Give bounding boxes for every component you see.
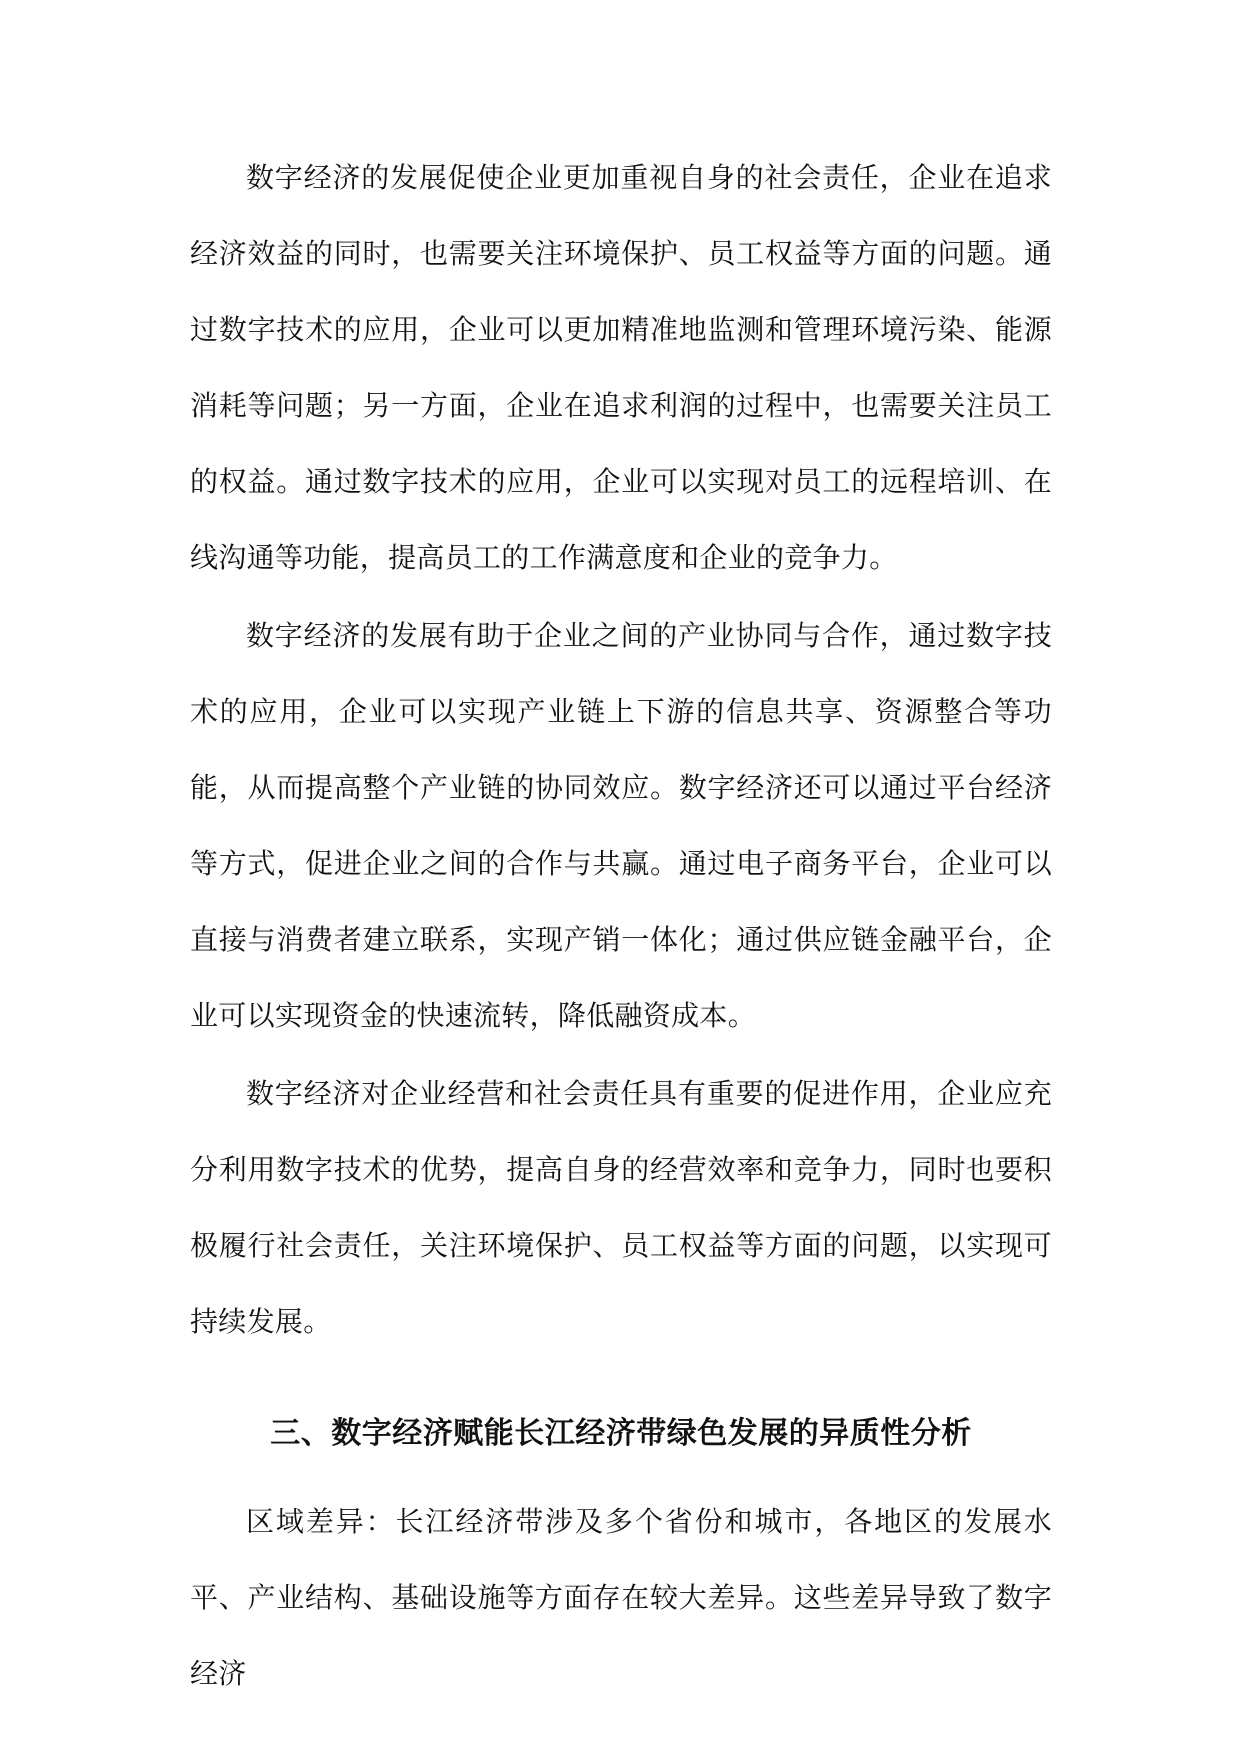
paragraph-regional-difference: 区域差异：长江经济带涉及多个省份和城市，各地区的发展水平、产业结构、基础设施等方面存在较大差异。这些差异导致了数字经济 <box>190 1505 1052 1690</box>
document-body <box>190 140 1052 1720</box>
section-heading: 三、数字经济赋能长江经济带绿色发展的异质性分析 <box>270 1416 972 1451</box>
paragraph-industry-collaboration: 数字经济的发展有助于企业之间的产业协同与合作，通过数字技术的应用，企业可以实现产业链上下游的信息共享、资源整合等功能，从而提高整个产业链的协同效应。数字经济还可以通过平台经济等方式，促进企业之间的合作与共赢。通过电子商务平台，企业可以直接与消费者建立联系，实现产销一体化；通过供应链金融平台，企业可以实现资金的快速流转，降低融资成本。 <box>190 619 1052 1032</box>
paragraph-conclusion: 数字经济对企业经营和社会责任具有重要的促进作用，企业应充分利用数字技术的优势，提高自身的经营效率和竞争力，同时也要积极履行社会责任，关注环境保护、员工权益等方面的问题，以实现可持续发展。 <box>190 1077 1052 1338</box>
paragraph-social-responsibility: 数字经济的发展促使企业更加重视自身的社会责任，企业在追求经济效益的同时，也需要关注环境保护、员工权益等方面的问题。通过数字技术的应用，企业可以更加精准地监测和管理环境污染、能源消耗等问题；另一方面，企业在追求利润的过程中，也需要关注员工的权益。通过数字技术的应用，企业可以实现对员工的远程培训、在线沟通等功能，提高员工的工作满意度和企业的竞争力。 <box>190 161 1052 574</box>
